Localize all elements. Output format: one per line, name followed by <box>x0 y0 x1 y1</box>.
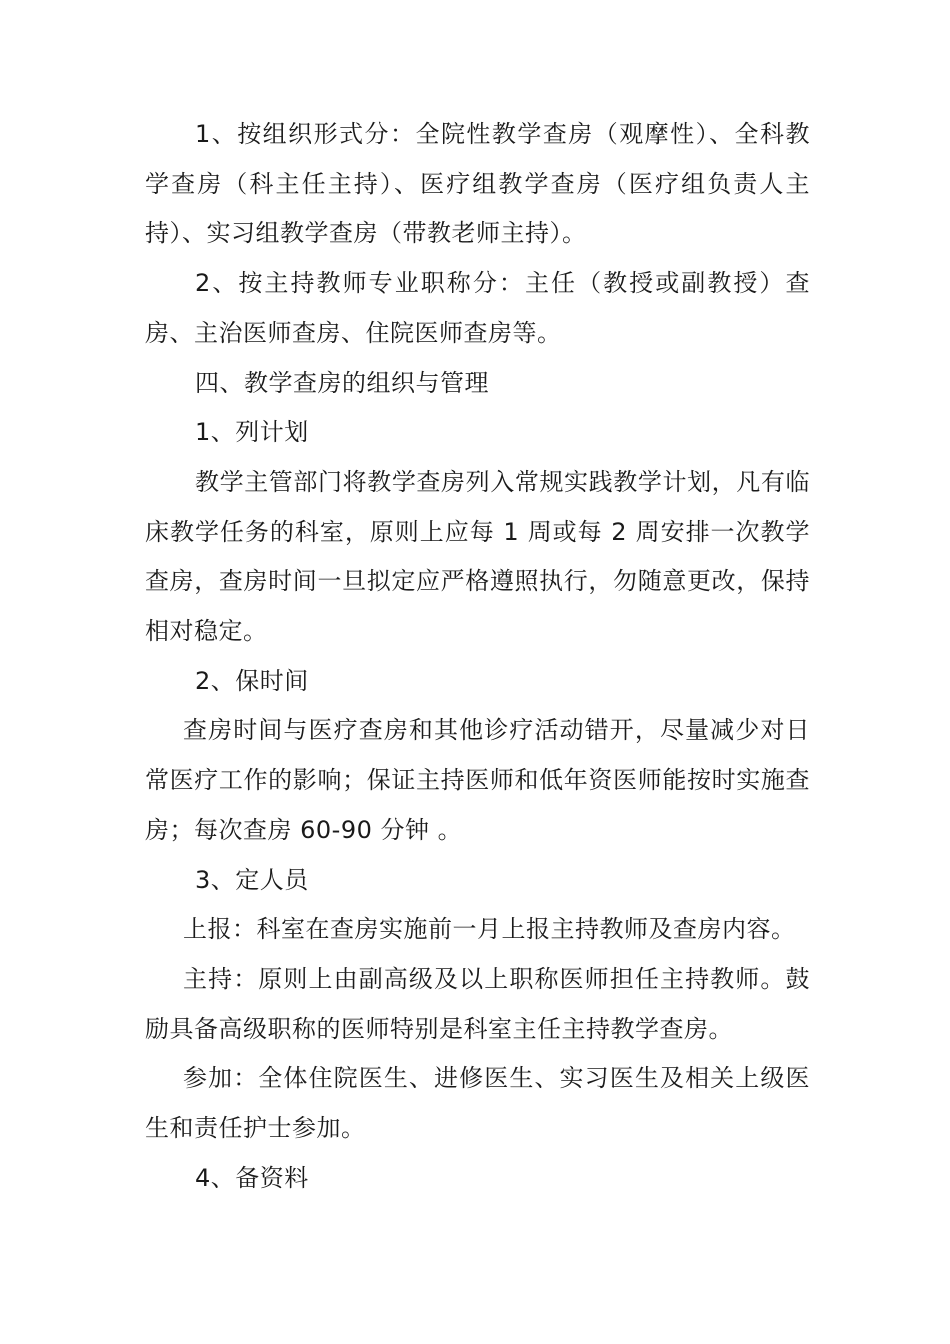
section-heading-organization-management: 四、教学查房的组织与管理 <box>195 368 489 397</box>
subheading-personnel: 3、定人员 <box>195 865 309 894</box>
paragraph-participants: 参加：全体住院医生、进修医生、实习医生及相关上级医生和责任护士参加。 <box>145 1064 810 1143</box>
paragraph-classification-by-organization: 1、按组织形式分：全院性教学查房（观摩性）、全科教学查房（科主任主持）、医疗组教学查房（医疗组负责人主持）、实习组教学查房（带教老师主持）。 <box>145 120 810 248</box>
subheading-plan: 1、列计划 <box>195 418 309 447</box>
paragraph-classification-by-title: 2、按主持教师专业职称分：主任（教授或副教授）查房、主治医师查房、住院医师查房等。 <box>145 269 810 347</box>
paragraph-plan: 教学主管部门将教学查房列入常规实践教学计划，凡有临床教学任务的科室，原则上应每 1 周或每 2 周安排一次教学查房，查房时间一旦拟定应严格遵照执行，勿随意更改，保持相对稳定。 <box>145 467 810 646</box>
subheading-materials: 4、备资料 <box>195 1163 309 1192</box>
subheading-time: 2、保时间 <box>195 666 309 695</box>
paragraph-report: 上报：科室在查房实施前一月上报主持教师及查房内容。 <box>183 915 796 944</box>
paragraph-host: 主持：原则上由副高级及以上职称医师担任主持教师。鼓励具备高级职称的医师特别是科室主任主持教学查房。 <box>145 964 810 1043</box>
document-body <box>145 110 810 1203</box>
paragraph-time: 查房时间与医疗查房和其他诊疗活动错开，尽量减少对日常医疗工作的影响；保证主持医师和低年资医师能按时实施查房；每次查房 60-90 分钟 。 <box>145 716 810 844</box>
